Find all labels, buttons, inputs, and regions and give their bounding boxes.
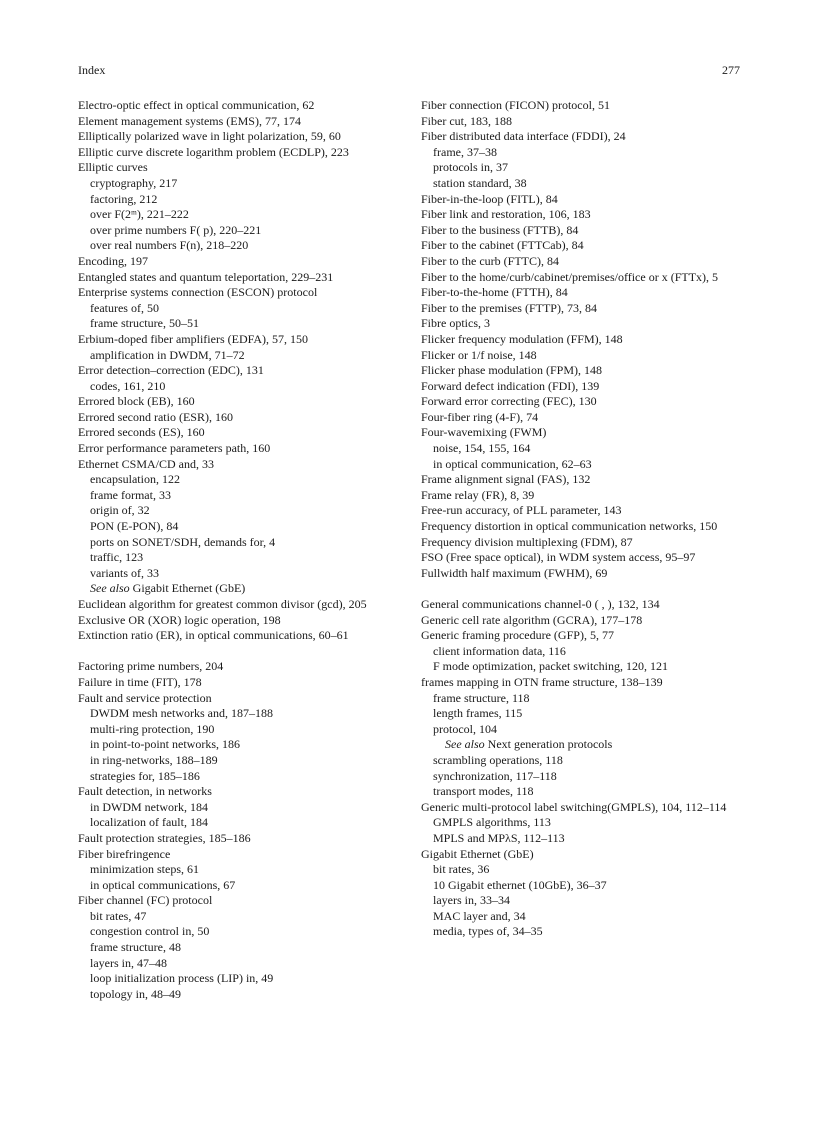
index-entry	[421, 285, 743, 301]
index-subentry	[421, 706, 743, 722]
index-entry	[421, 363, 743, 379]
index-entry	[78, 691, 403, 707]
entry-text: over F(2ᵐ), 221–222	[90, 207, 189, 222]
index-subentry	[78, 519, 403, 535]
entry-text: length frames, 115	[433, 706, 523, 721]
index-subentry	[78, 737, 403, 753]
index-subentry	[421, 675, 743, 691]
entry-text: Four-fiber ring (4-F), 74	[421, 409, 539, 424]
entry-text: Error performance parameters path, 160	[78, 441, 271, 456]
index-subentry	[421, 441, 743, 457]
entry-text: Forward error correcting (FEC), 130	[421, 394, 597, 409]
entry-text: Gigabit Ethernet (GbE)	[421, 846, 534, 861]
entry-text: bit rates, 47	[90, 908, 147, 923]
index-subentry	[421, 769, 743, 785]
index-entry	[421, 192, 743, 208]
entry-text: Fiber cut, 183, 188	[421, 113, 512, 128]
index-subentry	[78, 956, 403, 972]
index-subentry	[421, 784, 743, 800]
entry-text: Encoding, 197	[78, 253, 148, 268]
index-entry	[78, 847, 403, 863]
entry-text: congestion control in, 50	[90, 924, 210, 939]
index-entry	[78, 597, 403, 613]
entry-text: strategies for, 185–186	[90, 768, 200, 783]
index-entry	[78, 114, 403, 130]
entry-text: Erbium-doped fiber amplifiers (EDFA), 57, 150	[78, 331, 309, 346]
entry-text: Euclidean algorithm for greatest common divisor (gcd), 205	[78, 597, 367, 611]
entry-text: Fault detection, in networks	[78, 784, 212, 799]
index-subentry	[78, 566, 403, 582]
entry-text: layers in, 33–34	[433, 893, 510, 908]
running-header-title: Index	[78, 63, 106, 77]
see-also-label: See also	[90, 581, 130, 596]
index-entry	[78, 145, 403, 161]
entry-text: Free-run accuracy, of PLL parameter, 143	[421, 503, 622, 518]
entry-text: Failure in time (FIT), 178	[78, 674, 202, 689]
index-entry	[421, 503, 743, 519]
entry-text: traffic, 123	[90, 550, 144, 565]
index-subentry	[78, 862, 403, 878]
entry-text: Fiber to the cabinet (FTTCab), 84	[421, 238, 584, 253]
entry-text: Elliptic curves	[78, 160, 148, 175]
entry-text: loop initialization process (LIP) in, 49	[90, 971, 274, 986]
index-subentry	[78, 800, 403, 816]
index-subentry	[78, 815, 403, 831]
entry-text: frame format, 33	[90, 487, 171, 502]
entry-text: Fiber channel (FC) protocol	[78, 893, 213, 908]
index-subentry	[421, 691, 743, 707]
index-subentry	[78, 488, 403, 504]
index-subentry	[78, 924, 403, 940]
entry-text: in DWDM network, 184	[90, 799, 208, 814]
index-entry	[421, 332, 743, 348]
entry-text: Frame relay (FR), 8, 39	[421, 487, 535, 502]
entry-text: 10 Gigabit ethernet (10GbE), 36–37	[433, 877, 607, 892]
index-subentry	[78, 207, 403, 223]
index-subentry	[421, 176, 743, 192]
index-entry	[421, 488, 743, 504]
entry-text: amplification in DWDM, 71–72	[90, 347, 245, 362]
index-subentry	[78, 971, 403, 987]
index-entry	[78, 425, 403, 441]
index-entry	[421, 394, 743, 410]
entry-text: Fiber birefringence	[78, 846, 171, 861]
entry-text: cryptography, 217	[90, 175, 178, 190]
index-entry	[421, 535, 743, 551]
entry-text: Fault and service protection	[78, 690, 212, 705]
index-subentry	[421, 722, 743, 738]
entry-text: Errored second ratio (ESR), 160	[78, 409, 233, 424]
index-entry	[421, 129, 743, 145]
index-entry	[78, 285, 403, 301]
index-entry	[78, 160, 403, 176]
entry-text: Frame alignment signal (FAS), 132	[421, 472, 591, 487]
index-subentry	[78, 940, 403, 956]
index-subentry	[78, 316, 403, 332]
entry-text: origin of, 32	[90, 503, 150, 518]
entry-text: Elliptically polarized wave in light polarization, 59, 60	[78, 129, 341, 144]
index-subentry	[78, 223, 403, 239]
entry-text: FSO (Free space optical), in WDM system access, 95–97	[421, 550, 696, 565]
index-entry	[421, 628, 743, 644]
index-entry	[421, 410, 743, 426]
index-subentry	[78, 348, 403, 364]
index-entry	[78, 98, 403, 114]
index-entry	[78, 270, 403, 286]
entry-text: Electro-optic effect in optical communication, 62	[78, 98, 315, 112]
index-subentry	[421, 909, 743, 925]
entry-text: Extinction ratio (ER), in optical communications, 60–61	[78, 628, 349, 643]
index-entry	[421, 270, 743, 286]
entry-text: factoring, 212	[90, 191, 158, 206]
index-subentry	[421, 737, 743, 753]
index-subentry	[421, 145, 743, 161]
index-subentry	[421, 924, 743, 940]
index-entry	[421, 301, 743, 317]
index-entry	[78, 784, 403, 800]
entry-text: Factoring prime numbers, 204	[78, 659, 224, 674]
index-subentry	[78, 192, 403, 208]
entry-text: layers in, 47–48	[90, 955, 167, 970]
index-entry	[421, 800, 743, 816]
index-subentry	[421, 831, 743, 847]
entry-text: protocols in, 37	[433, 160, 508, 175]
index-entry	[421, 597, 743, 613]
index-subentry	[78, 706, 403, 722]
index-subentry	[78, 535, 403, 551]
entry-text: Gigabit Ethernet (GbE)	[132, 581, 246, 596]
entry-text: Fiber connection (FICON) protocol, 51	[421, 98, 610, 112]
index-subentry	[78, 722, 403, 738]
entry-text: ports on SONET/SDH, demands for, 4	[90, 534, 276, 549]
entry-text: Flicker phase modulation (FPM), 148	[421, 363, 602, 378]
index-entry	[78, 129, 403, 145]
entry-text: Elliptic curve discrete logarithm problem (ECDLP), 223	[78, 144, 349, 159]
index-entry	[421, 379, 743, 395]
index-subentry	[421, 893, 743, 909]
entry-text: variants of, 33	[90, 565, 159, 580]
entry-text: Element management systems (EMS), 77, 174	[78, 113, 301, 128]
entry-text: Forward defect indication (FDI), 139	[421, 378, 600, 393]
index-subentry	[78, 909, 403, 925]
index-subentry	[421, 753, 743, 769]
entry-text: frame structure, 48	[90, 940, 181, 955]
index-entry	[421, 472, 743, 488]
index-entry	[78, 613, 403, 629]
index-column-left	[78, 98, 403, 1002]
index-entry	[421, 254, 743, 270]
entry-text: station standard, 38	[433, 175, 527, 190]
entry-text: synchronization, 117–118	[433, 768, 557, 783]
index-entry	[421, 613, 743, 629]
index-subentry	[78, 878, 403, 894]
entry-text: MPLS and MPλS, 112–113	[433, 830, 565, 845]
entry-text: Flicker or 1/f noise, 148	[421, 347, 537, 362]
index-subentry	[78, 472, 403, 488]
entry-text: media, types of, 34–35	[433, 924, 543, 939]
index-subentry	[78, 301, 403, 317]
entry-text: topology in, 48–49	[90, 986, 182, 1001]
index-subentry	[78, 987, 403, 1003]
index-entry	[421, 425, 743, 441]
entry-text: F mode optimization, packet switching, 120, 121	[433, 659, 668, 674]
entry-text: localization of fault, 184	[90, 815, 208, 830]
index-column-right	[421, 98, 743, 940]
index-entry	[421, 550, 743, 566]
entry-text: Errored seconds (ES), 160	[78, 425, 205, 440]
entry-text: Four-wavemixing (FWM)	[421, 425, 547, 440]
entry-text: Errored block (EB), 160	[78, 394, 195, 409]
index-entry	[421, 566, 743, 582]
entry-text: over real numbers F(n), 218–220	[90, 238, 249, 253]
entry-text: Fiber link and restoration, 106, 183	[421, 207, 591, 222]
index-entry	[421, 207, 743, 223]
index-entry	[78, 628, 403, 644]
entry-text: Error detection–correction (EDC), 131	[78, 363, 264, 378]
entry-text: encapsulation, 122	[90, 472, 180, 487]
entry-text: bit rates, 36	[433, 862, 490, 877]
index-subentry	[78, 769, 403, 785]
entry-text: Flicker frequency modulation (FFM), 148	[421, 331, 623, 346]
entry-text: over prime numbers F( p), 220–221	[90, 222, 262, 237]
see-also-label: See also	[445, 737, 485, 752]
entry-text: transport modes, 118	[433, 784, 534, 799]
entry-text: Entangled states and quantum teleportation, 229–231	[78, 269, 334, 284]
index-entry	[78, 441, 403, 457]
entry-text: Fiber to the home/curb/cabinet/premises/office or x (FTTx), 5	[421, 269, 719, 284]
index-entry	[78, 893, 403, 909]
section-gap	[421, 581, 743, 597]
index-entry	[421, 316, 743, 332]
index-entry	[421, 114, 743, 130]
entry-text: Exclusive OR (XOR) logic operation, 198	[78, 612, 281, 627]
index-subentry	[421, 160, 743, 176]
entry-text: frame structure, 50–51	[90, 316, 199, 331]
entry-text: Fiber to the curb (FTTC), 84	[421, 253, 559, 268]
page-number: 277	[722, 63, 740, 77]
index-entry	[421, 98, 743, 114]
section-gap	[78, 644, 403, 660]
entry-text: multi-ring protection, 190	[90, 721, 215, 736]
entry-text: MAC layer and, 34	[433, 908, 526, 923]
index-entry	[421, 223, 743, 239]
entry-text: in optical communication, 62–63	[433, 456, 592, 471]
entry-text: frame, 37–38	[433, 144, 497, 159]
index-entry	[78, 659, 403, 675]
index-entry	[78, 675, 403, 691]
index-subentry	[78, 503, 403, 519]
entry-text: protocol, 104	[433, 721, 497, 736]
entry-text: Generic framing procedure (GFP), 5, 77	[421, 628, 614, 643]
entry-text: features of, 50	[90, 300, 159, 315]
entry-text: Fiber-to-the-home (FTTH), 84	[421, 285, 568, 300]
entry-text: frames mapping in OTN frame structure, 138–139	[421, 674, 663, 689]
index-subentry	[78, 238, 403, 254]
entry-text: client information data, 116	[433, 643, 566, 658]
entry-text: in point-to-point networks, 186	[90, 737, 240, 752]
entry-text: Enterprise systems connection (ESCON) protocol	[78, 285, 318, 300]
entry-text: Fibre optics, 3	[421, 316, 490, 331]
index-entry	[78, 410, 403, 426]
index-subentry	[421, 457, 743, 473]
index-entry	[78, 457, 403, 473]
index-subentry	[421, 815, 743, 831]
index-entry	[421, 238, 743, 254]
entry-text: Frequency distortion in optical communication networks, 150	[421, 519, 718, 534]
index-subentry	[421, 659, 743, 675]
entry-text: frame structure, 118	[433, 690, 530, 705]
index-subentry	[421, 644, 743, 660]
index-subentry	[78, 581, 403, 597]
entry-text: Fiber to the premises (FTTP), 73, 84	[421, 300, 597, 315]
entry-text: minimization steps, 61	[90, 862, 199, 877]
index-subentry	[78, 753, 403, 769]
entry-text: Ethernet CSMA/CD and, 33	[78, 456, 214, 471]
index-entry	[421, 847, 743, 863]
entry-text: Generic multi-protocol label switching(GMPLS), 104, 112–114	[421, 799, 727, 814]
entry-text: in optical communications, 67	[90, 877, 236, 892]
index-subentry	[78, 176, 403, 192]
entry-text: scrambling operations, 118	[433, 752, 563, 767]
index-entry	[421, 519, 743, 535]
entry-text: Fiber distributed data interface (FDDI), 24	[421, 129, 626, 144]
entry-text: GMPLS algorithms, 113	[433, 815, 551, 830]
entry-text: General communications channel-0 ( , ), 132, 134	[421, 597, 660, 611]
entry-text: Fullwidth half maximum (FWHM), 69	[421, 565, 608, 580]
entry-text: Fault protection strategies, 185–186	[78, 830, 251, 845]
index-entry	[78, 394, 403, 410]
entry-text: DWDM mesh networks and, 187–188	[90, 706, 273, 721]
index-entry	[78, 831, 403, 847]
entry-text: Fiber-in-the-loop (FITL), 84	[421, 191, 558, 206]
entry-text: PON (E-PON), 84	[90, 519, 179, 534]
entry-text: Frequency division multiplexing (FDM), 87	[421, 534, 633, 549]
entry-text: Generic cell rate algorithm (GCRA), 177–178	[421, 612, 643, 627]
index-subentry	[421, 878, 743, 894]
entry-text: noise, 154, 155, 164	[433, 441, 531, 456]
index-entry	[78, 254, 403, 270]
index-subentry	[78, 379, 403, 395]
entry-text: codes, 161, 210	[90, 378, 166, 393]
index-subentry	[78, 550, 403, 566]
entry-text: in ring-networks, 188–189	[90, 752, 218, 767]
index-subentry	[421, 862, 743, 878]
index-entry	[78, 363, 403, 379]
index-entry	[78, 332, 403, 348]
index-entry	[421, 348, 743, 364]
entry-text: Fiber to the business (FTTB), 84	[421, 222, 579, 237]
entry-text: Next generation protocols	[487, 737, 613, 752]
